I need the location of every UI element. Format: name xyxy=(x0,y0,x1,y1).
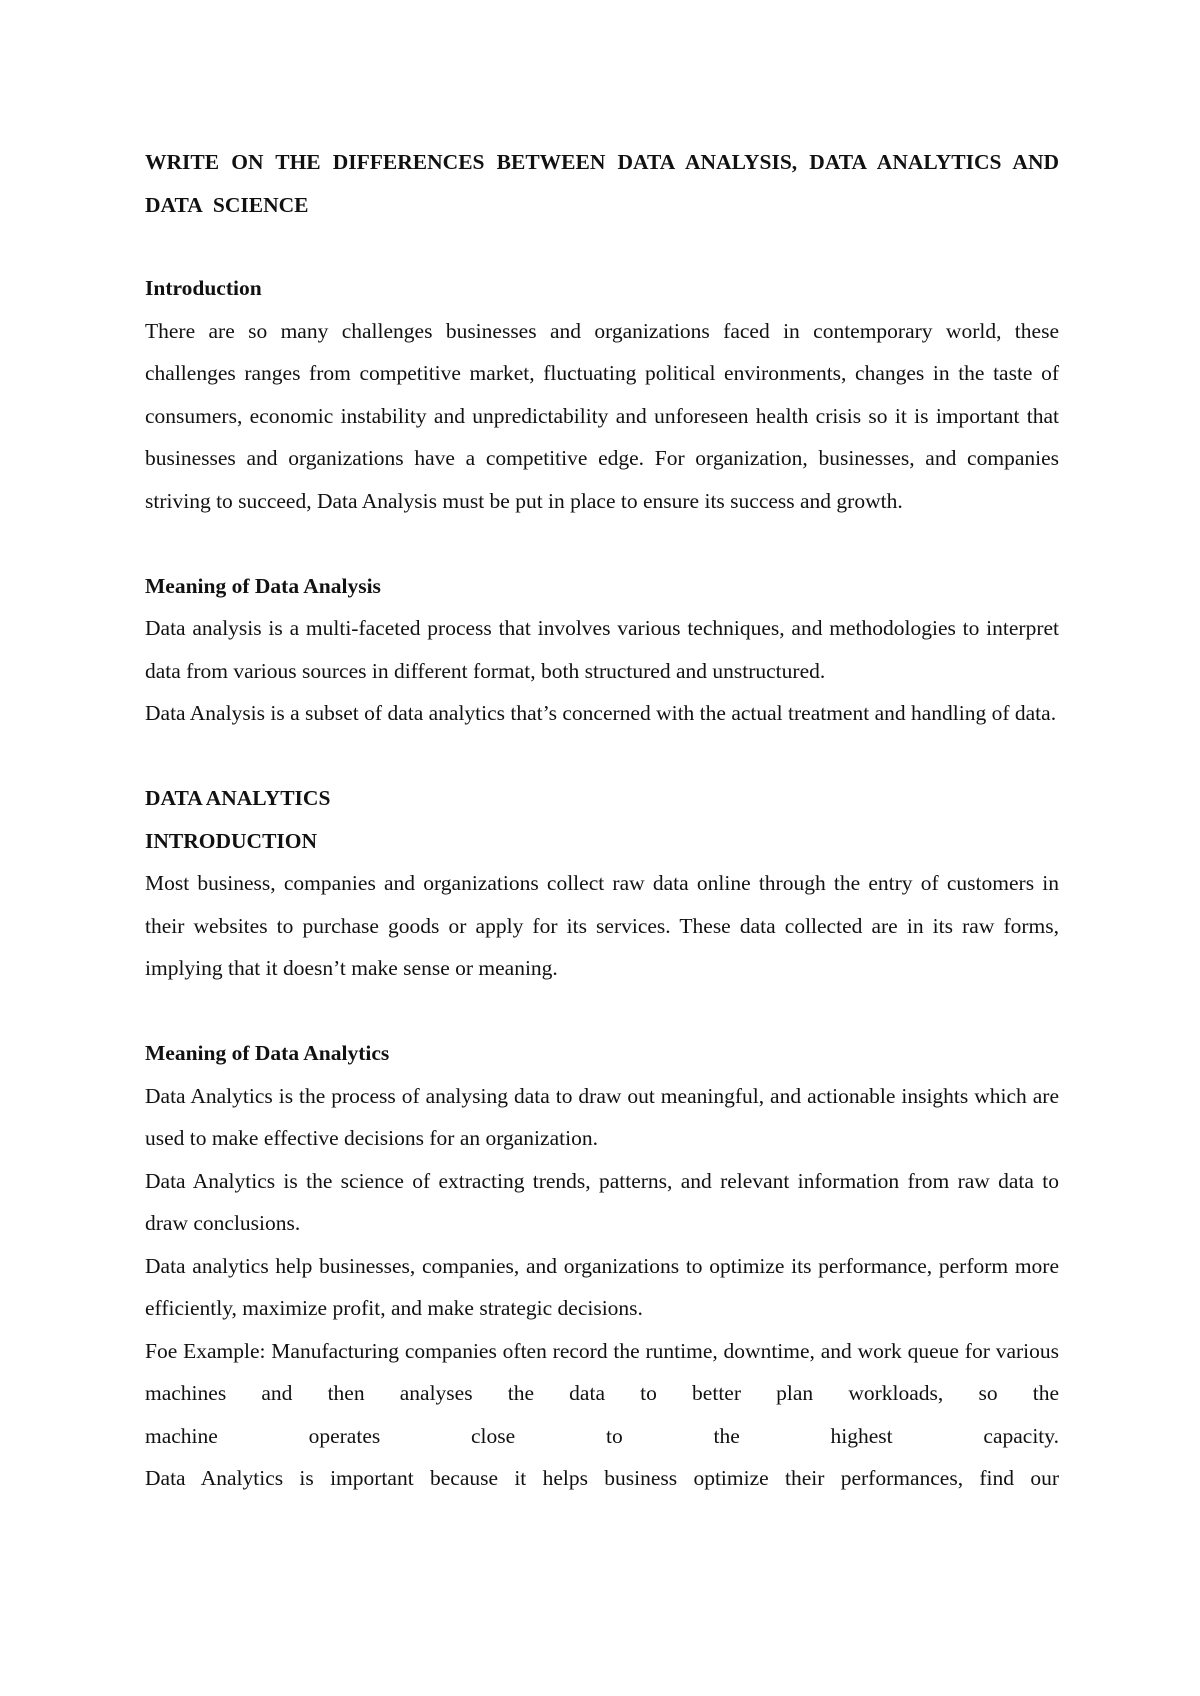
meaning-data-analytics-paragraph-5: Data Analytics is important because it helps business optimize their performances, find our xyxy=(145,1466,1059,1490)
data-analytics-heading: DATA ANALYTICS xyxy=(145,786,331,810)
spacer xyxy=(145,522,1059,565)
introduction-paragraph: There are so many challenges businesses and organizations faced in contemporary world, these challenges ranges from competitive market, fluctuating political environments, changes in the taste of consumers, economic instability and unpredictability and unforeseen health crisis so it is important that businesses and organizations have a competitive edge. For organization, businesses, and companies striving to succeed, Data Analysis must be put in place to ensure its success and growth. xyxy=(145,318,1059,513)
spacer xyxy=(145,226,1059,267)
meaning-data-analytics-paragraph-4: Foe Example: Manufacturing companies often record the runtime, downtime, and work queue for various machines and then analyses the data to better plan workloads, so the xyxy=(145,1338,1059,1405)
meaning-data-analytics-paragraph-3: Data analytics help businesses, companies, and organizations to optimize its performance, perform more efficiently, maximize profit, and make strategic decisions. xyxy=(145,1253,1059,1320)
introduction-heading: Introduction xyxy=(145,276,262,300)
meaning-data-analytics-paragraph-2: Data Analytics is the science of extracting trends, patterns, and relevant information from raw data to draw conclusions. xyxy=(145,1168,1059,1235)
data-analytics-introduction-heading: INTRODUCTION xyxy=(145,828,318,853)
document-title: WRITE ON THE DIFFERENCES BETWEEN DATA ANALYSIS, DATA ANALYTICS AND DATA SCIENCE xyxy=(145,150,1059,217)
meaning-data-analytics-paragraph-1: Data Analytics is the process of analysing data to draw out meaningful, and actionable insights which are used to make effective decisions for an organization. xyxy=(145,1083,1059,1150)
meaning-data-analytics-heading: Meaning of Data Analytics xyxy=(145,1041,390,1065)
meaning-data-analysis-heading: Meaning of Data Analysis xyxy=(145,573,381,598)
meaning-data-analytics-paragraph-4-last-line: machine operates close to the highest capacity. xyxy=(145,1423,1059,1448)
spacer xyxy=(145,990,1059,1033)
data-analytics-introduction-paragraph: Most business, companies and organizations collect raw data online through the entry of customers in their websites to purchase goods or apply for its services. These data collected are in its raw forms, implying that it doesn’t make sense or meaning. xyxy=(145,871,1059,980)
meaning-data-analysis-paragraph-1: Data analysis is a multi-faceted process that involves various techniques, and methodologies to interpret data from various sources in different format, both structured and unstructured. xyxy=(145,616,1059,683)
spacer xyxy=(145,735,1059,778)
meaning-data-analysis-paragraph-2: Data Analysis is a subset of data analytics that’s concerned with the actual treatment and handling of data. xyxy=(145,701,1057,725)
document-body xyxy=(145,141,1059,1500)
